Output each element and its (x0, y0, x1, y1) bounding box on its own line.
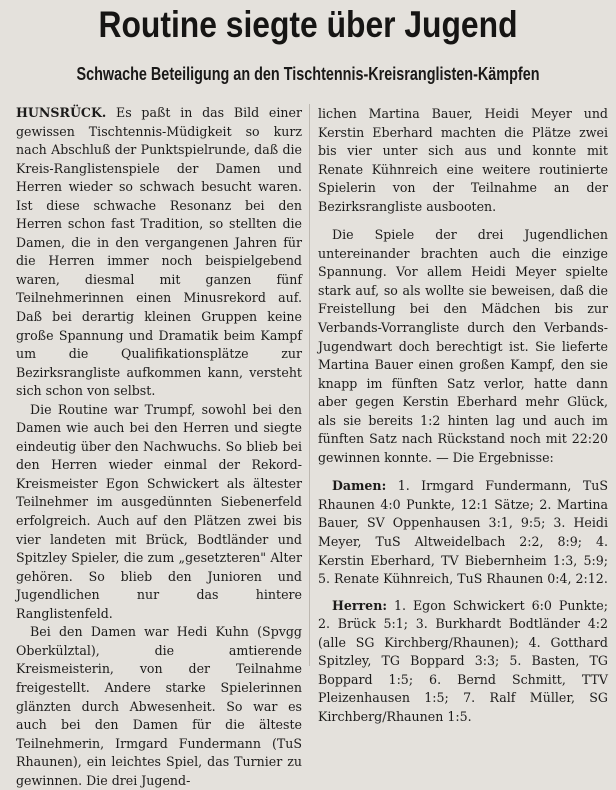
paragraph-routine (16, 401, 302, 624)
headline: Routine siegte über Jugend (98, 4, 518, 45)
results-damen (318, 477, 608, 588)
article-column-right (318, 105, 608, 727)
paragraph-text: Es paßt in das Bild einer gewissen Tischtennis-Müdigkeit so kurz nach Abschluß der Punktspielrunde, daß die Kreis-Ranglistenspiele der Damen und Herren wieder so schwach besucht waren. Ist diese schwache Resonanz bei den Herren schon fast Tradition, so stellten die Damen, die in den vergangenen Jahren für die Herren immer noch beispielgebend waren, diesmal mit ganzen fünf Teilnehmerinnen einen Minusrekord auf. Daß bei derartig kleinen Gruppen keine große Spannung und Dramatik beim Kampf um die Qualifikationsplätze zur Bezirksrangliste aufkommen kann, versteht sich schon von selbst. (16, 105, 302, 399)
paragraph-text: Die Routine war Trumpf, sowohl bei den Damen wie auch bei den Herren und siegte eindeutig über den Nachwuchs. So blieb bei den Herren wieder einmal der Rekord-Kreismeister Egon Schwickert als ältester Teilnehmer im ausgedünnten Siebenerfeld erfolgreich. Auch auf den Plätzen zwei bis vier landeten mit Brück, Bodtländer und Spitzley Spieler, die zum „gesetzteren" Alter gehören. So blieb den Junioren und Jugendlichen nur das hintere Ranglistenfeld. (16, 401, 302, 621)
results-label-herren: Herren: (332, 597, 387, 613)
results-text: 1. Irmgard Fundermann, TuS Rhaunen 4:0 Punkte, 12:1 Sätze; 2. Martina Bauer, SV Oppenhausen 3:1, 9:5; 3. Heidi Meyer, TuS Altweidelbach 2:2, 8:9; 4. Kerstin Eberhard, TV Biebernheim 1:3, 5:9; 5. Renate Kühnreich, TuS Rhaunen 0:4, 2:12. (318, 478, 608, 587)
results-label-damen: Damen: (332, 478, 387, 494)
paragraph-spiele (318, 226, 608, 467)
article-column-left (16, 104, 302, 790)
dateline: HUNSRÜCK. (16, 105, 107, 120)
paragraph-damen (16, 623, 302, 790)
paragraph-text: lichen Martina Bauer, Heidi Meyer und Kerstin Eberhard machten die Plätze zwei bis vier unter sich aus und konnte mit Renate Kühnreich eine weitere routinierte Spielerin von der Teilnahme an der Bezirksrangliste ausbooten. (318, 106, 608, 214)
paragraph-intro (16, 104, 302, 401)
paragraph-text: Bei den Damen war Hedi Kuhn (Spvgg Oberkülztal), die amtierende Kreismeisterin, von der Teilnahme freigestellt. Andere starke Spielerinnen glänzten durch Abwesenheit. So war es auch bei den Damen für die älteste Teilnehmerin, Irmgard Fundermann (TuS Rhaunen), ein leichtes Spiel, das Turnier zu gewinnen. Die drei Jugend- (16, 624, 302, 788)
paragraph-text: Die Spiele der drei Jugendlichen untereinander brachten auch die einzige Spannung. Vor allem Heidi Meyer spielte stark auf, so als wollte sie beweisen, daß die Freistellung bei den Mädchen bis zur Verbands-Vorrangliste durch den Verbands-Jugendwart doch berechtigt ist. Sie lieferte Martina Bauer einen großen Kampf, den sie knapp im fünften Satz verlor, hatte dann aber gegen Kerstin Eberhard mehr Glück, als sie bereits 1:2 hinten lag und auch im fünften Satz nach Rückstand noch mit 22:20 gewinnen konnte. — Die Ergebnisse: (318, 227, 608, 465)
results-text: 1. Egon Schwickert 6:0 Punkte; 2. Brück 5:1; 3. Burkhardt Bodtländer 4:2 (alle SG Kirchberg/Rhaunen); 4. Gotthard Spitzley, TG Boppard 3:3; 5. Basten, TG Boppard 1:5; 6. Bernd Schmitt, TTV Pleizenhausen 1:5; 7. Ralf Müller, SG Kirchberg/Rhaunen 1:5. (318, 597, 608, 724)
paragraph-continuation (318, 105, 608, 216)
column-divider (309, 104, 310, 666)
results-herren (318, 597, 608, 727)
subheadline: Schwache Beteiligung an den Tischtennis-Kreisranglisten-Kämpfen (76, 64, 540, 84)
